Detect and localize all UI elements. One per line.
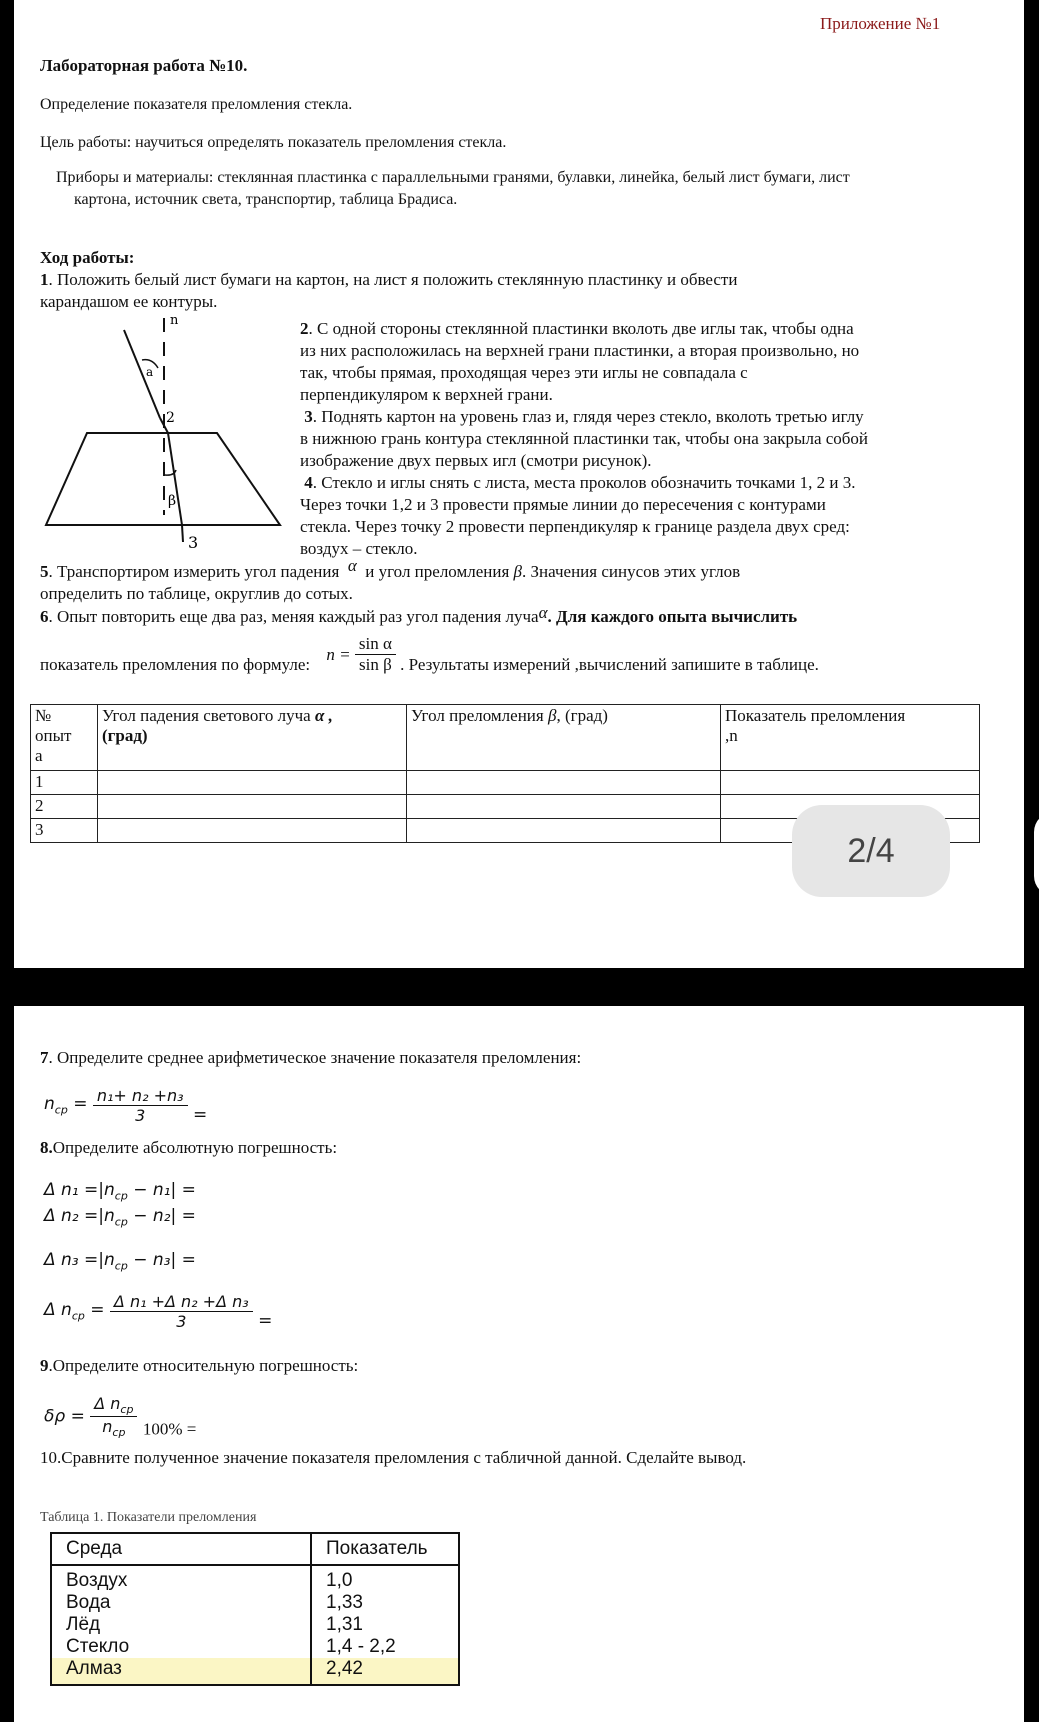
header-number: № опыт а xyxy=(31,705,98,771)
header-refractive-index: Показатель преломления ,n xyxy=(721,705,980,771)
table-header-row xyxy=(31,705,980,771)
step-6-line-1: 6. Опыт повторить еще два раз, меняя каждый раз угол падения лучаα. Для каждого опыта вычислить xyxy=(40,603,798,626)
refracted-ray xyxy=(168,433,182,525)
appendix-label: Приложение №1 xyxy=(820,14,941,33)
question-9: 9.Определите относительную погрешность: xyxy=(40,1356,359,1375)
procedure-heading: Ход работы: xyxy=(40,248,135,267)
document-page-2 xyxy=(14,1006,1024,1722)
refraction-formula: $\frac{\text{sin α}}{\text{sin β}}$ xyxy=(355,634,396,675)
table-row: Стекло 1,4 - 2,2 xyxy=(51,1636,459,1658)
materials-line-1: Приборы и материалы: стеклянная пластинка с параллельными гранями, булавки, линейка, белый лист бумаги, лист xyxy=(56,169,850,186)
refraction-diagram xyxy=(42,310,282,555)
abs-error-3: Δ $n_3 =|n_{ср} - n_3|$ = xyxy=(44,1250,196,1273)
header-refraction-angle: Угол преломления β, (град) xyxy=(407,705,721,771)
table-row: 2 xyxy=(31,795,980,819)
step-3: 3. Поднять картон на уровень глаз и, глядя через стекло, вколоть третью иглу в нижнюю грань контура стеклянной пластинки так, чтобы она закрыла собой изображение двух первых игл (смотри рисунок). xyxy=(300,407,869,470)
step-5-line-1: 5. Транспортиром измерить угол падения α и угол преломления β. Значения синусов этих углов xyxy=(40,556,741,581)
table-row: Воздух 1,0 xyxy=(51,1565,459,1592)
mean-abs-error-formula: Δ $n_{ср}$ = $\frac{\text{Δ n₁ +Δ n₂ +Δ n₃}}{3}$ = xyxy=(44,1292,273,1331)
lab-title: Лабораторная работа №10. xyxy=(40,56,248,75)
header-incidence-angle: Угол падения светового луча α , (град) xyxy=(98,705,407,771)
label-a: a xyxy=(146,365,154,379)
table-row: Лёд 1,31 xyxy=(51,1614,459,1636)
reference-table-header: Среда Показатель xyxy=(51,1533,459,1565)
step-5-line-2: определить по таблице, округлив до сотых. xyxy=(40,584,353,603)
label-point-2: 2 xyxy=(166,410,175,426)
table-row-highlighted: Алмаз 2,42 xyxy=(51,1658,459,1685)
question-7: 7. Определите среднее арифметическое значение показателя преломления: xyxy=(40,1048,582,1067)
step-2: 2. С одной стороны стеклянной пластинки вколоть две иглы так, чтобы одна из них расположилась на верхней грани пластинки, а вторая произвольно, но так, чтобы прямая, проходящая через эти иглы не совпадала с перпендикуляром к верхней грани. xyxy=(300,319,860,404)
step-1-line-1: 1. Положить белый лист бумаги на картон, на лист я положить стеклянную пластинку и обвести xyxy=(40,270,738,289)
abs-error-1: Δ $n_1 =|n_{ср} - n_1|$ = xyxy=(44,1180,196,1203)
page-indicator-badge: 2/4 xyxy=(792,805,950,897)
lab-goal: Цель работы: научиться определять показатель преломления стекла. xyxy=(40,134,507,151)
relative-error-formula: δρ = $\frac{\Delta n_{ср}}{n_{ср}}$ 100% = xyxy=(44,1394,197,1440)
incident-ray xyxy=(124,330,160,418)
abs-error-2: Δ $n_2 =|n_{ср} - n_2|$ = xyxy=(44,1206,196,1229)
formula-line: показатель преломления по формуле: n = $\frac{\text{sin α}}{\text{sin β}}$ . Результаты измерений ,вычислений запишите в таблице. xyxy=(40,634,819,674)
step-4: 4. Стекло и иглы снять с листа, места проколов обозначить точками 1, 2 и 3. Через точки 1,2 и 3 провести прямые линии до пересечения с контурами стекла. Через точку 2 провести перпендикуляр к границе раздела двух сред: воздух – стекло. xyxy=(300,473,856,558)
scroll-handle[interactable] xyxy=(1034,812,1039,896)
lab-topic: Определение показателя преломления стекла. xyxy=(40,96,353,113)
step-1-line-2: карандашом ее контуры. xyxy=(40,292,218,311)
label-point-3: 3 xyxy=(188,533,199,552)
reference-table-caption: Таблица 1. Показатели преломления xyxy=(40,1510,257,1525)
mean-formula: $n_{ср}$ = $\frac{\text{n₁+ n₂ +n₃}}{3}$ = xyxy=(44,1086,208,1125)
question-8: 8.Определите абсолютную погрешность: xyxy=(40,1138,338,1157)
table-row: 3 xyxy=(31,819,980,843)
table-row: 1 xyxy=(31,771,980,795)
label-n: n xyxy=(170,313,179,328)
materials-line-2: картона, источник света, транспортир, таблица Брадиса. xyxy=(74,191,458,208)
label-beta: β xyxy=(168,493,177,509)
reference-table xyxy=(50,1532,460,1686)
question-10: 10.Сравните полученное значение показателя преломления с табличной данной. Сделайте вывод. xyxy=(40,1448,747,1467)
table-row: Вода 1,33 xyxy=(51,1592,459,1614)
